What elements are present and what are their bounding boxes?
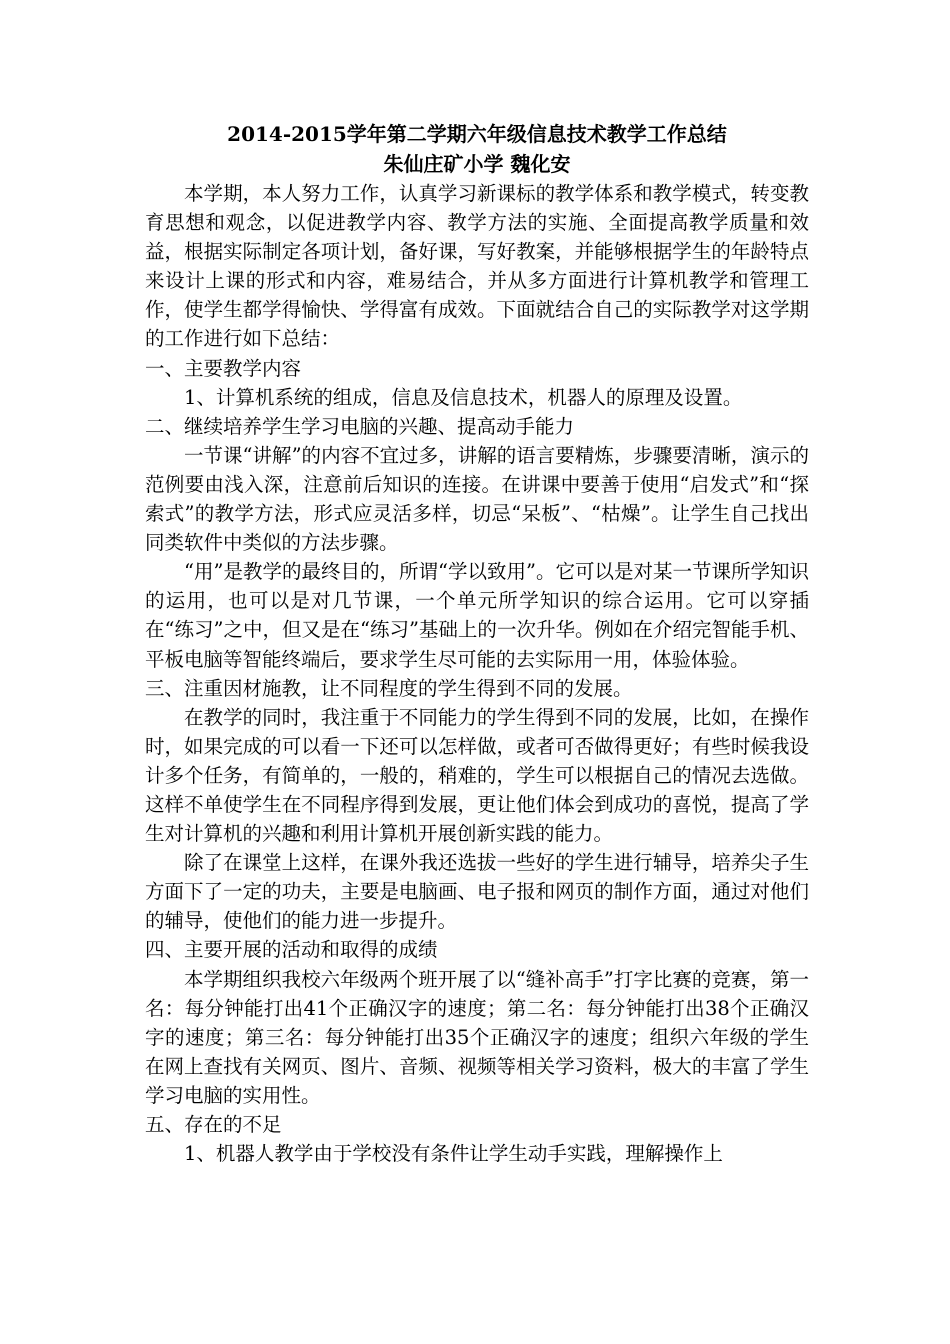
section-heading-4: 四、主要开展的活动和取得的成绩 — [145, 938, 438, 962]
section-3-paragraph-2: 除了在课堂上这样，在课外我还选拔一些好的学生进行辅导，培养尖子生方面下了一定的功夫，主要是电脑画、电子报和网页的制作方面，通过对他们的辅导，使他们的能力进一步提升。 — [145, 851, 809, 933]
section-2-paragraph-2: “用”是教学的最终目的，所谓“学以致用”。它可以是对某一节课所学知识的运用，也可以是对几节课，一个单元所学知识的综合运用。它可以穿插在“练习”之中，但又是在“练习”基础上的一次升华。例如在介绍完智能手机、平板电脑等智能终端后，要求学生尽可能的去实际用一用，体验体验。 — [145, 560, 809, 671]
section-2-paragraph-1: 一节课“讲解”的内容不宜过多，讲解的语言要精炼，步骤要清晰，演示的范例要由浅入深，注意前后知识的连接。在讲课中要善于使用“启发式”和“探索式”的教学方法，形式应灵活多样，切忌“呆板”、“枯燥”。让学生自己找出同类软件中类似的方法步骤。 — [145, 443, 809, 555]
intro-paragraph: 本学期，本人努力工作，认真学习新课标的教学体系和教学模式，转变教育思想和观念，以促进教学内容、教学方法的实施、全面提高教学质量和效益，根据实际制定各项计划，备好课，写好教案，并能够根据学生的年龄特点来设计上课的形式和内容，难易结合，并从多方面进行计算机教学和管理工作，使学生都学得愉快、学得富有成效。下面就结合自己的实际教学对这学期的工作进行如下总结： — [145, 182, 809, 351]
author-line: 朱仙庄矿小学 魏化安 — [383, 152, 571, 176]
section-heading-3: 三、注重因材施教，让不同程度的学生得到不同的发展。 — [145, 676, 633, 700]
section-5-paragraph: 1、机器人教学由于学校没有条件让学生动手实践，理解操作上 — [184, 1142, 723, 1166]
section-heading-5: 五、存在的不足 — [145, 1113, 282, 1136]
document-page — [145, 119, 809, 1168]
section-4-paragraph: 本学期组织我校六年级两个班开展了以“缝补高手”打字比赛的竞赛，第一名：每分钟能打出41个正确汉字的速度；第二名：每分钟能打出38个正确汉字的速度；第三名：每分钟能打出35个正确汉字的速度；组织六年级的学生在网上查找有关网页、图片、音频、视频等相关学习资料，极大的丰富了学生学习电脑的实用性。 — [145, 967, 809, 1107]
section-3-paragraph-1: 在教学的同时，我注重于不同能力的学生得到不同的发展，比如，在操作时，如果完成的可以看一下还可以怎样做，或者可否做得更好；有些时候我设计多个任务，有简单的，一般的，稍难的，学生可以根据自己的情况去选做。这样不单使学生在不同程序得到发展，更让他们体会到成功的喜悦，提高了学生对计算机的兴趣和利用计算机开展创新实践的能力。 — [145, 705, 809, 846]
section-heading-2: 二、继续培养学生学习电脑的兴趣、提高动手能力 — [145, 414, 575, 438]
section-heading-1: 一、主要教学内容 — [145, 356, 302, 380]
document-title: 2014-2015学年第二学期六年级信息技术教学工作总结 — [227, 122, 727, 146]
section-1-paragraph: 1、计算机系统的组成，信息及信息技术，机器人的原理及设置。 — [184, 385, 743, 409]
